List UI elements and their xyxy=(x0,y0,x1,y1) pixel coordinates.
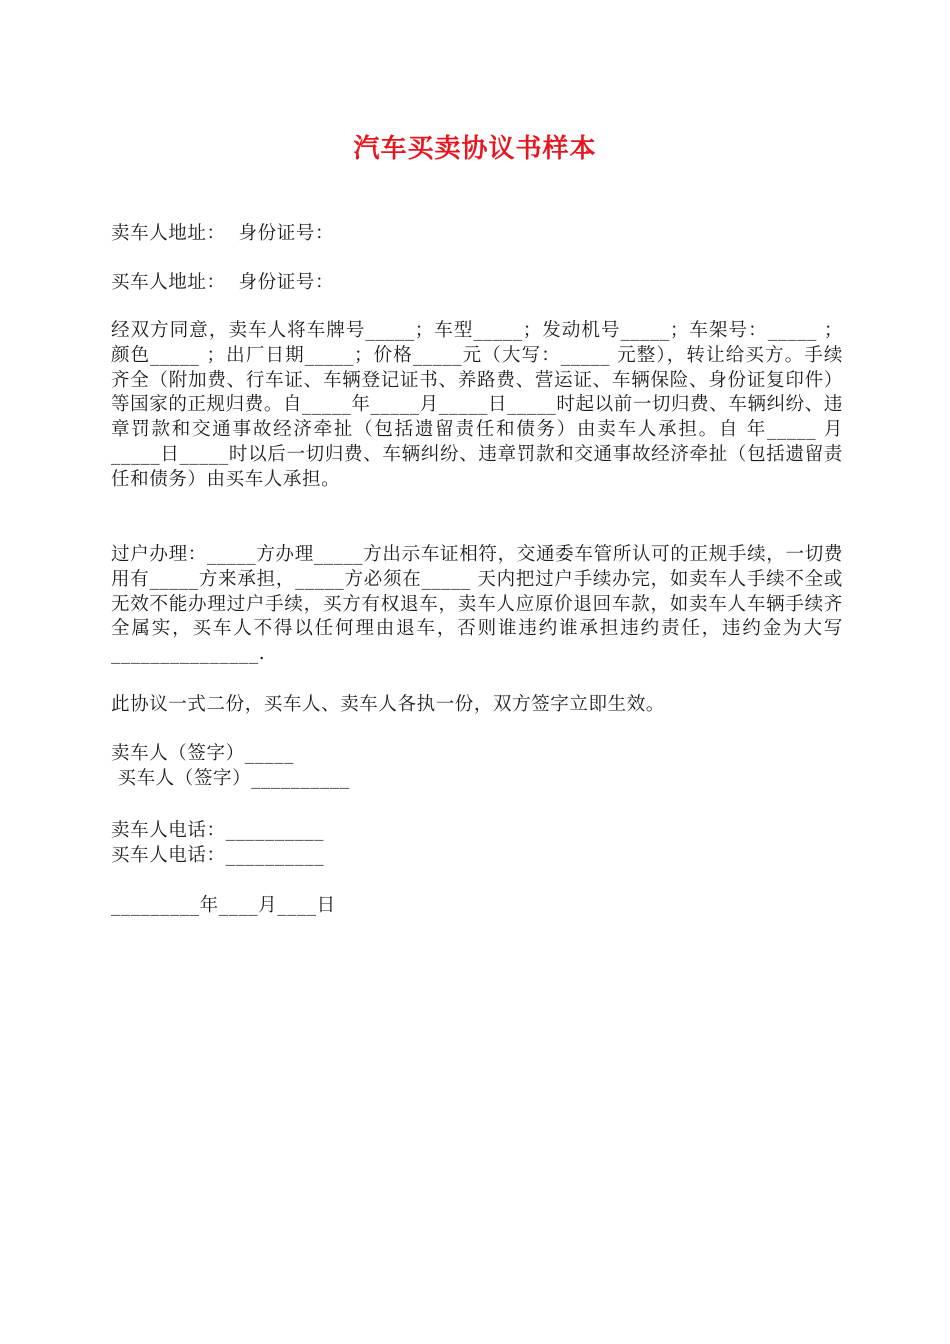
paragraph-copies: 此协议一式二份，买车人、卖车人各执一份，双方签字立即生效。 xyxy=(111,694,665,715)
paragraph-transfer: 过户办理：_____方办理_____方出示车证相符，交通委车管所认可的正规手续，一切费用有_____方来承担，_____方必须在_____ 天内把过户手续办完，如卖车人手续不全或无效不能办理过户手续，买方有权退车，卖车人应原价退回车款，如卖车人车辆手续齐全属实，买车人不得以任何理由退车，否则谁违约谁承担违约责任，违约金为大写_______________. xyxy=(111,544,843,665)
seller-address-line: 卖车人地址： 身份证号： xyxy=(111,223,335,244)
seller-phone-line: 卖车人电话：__________ xyxy=(111,820,325,841)
buyer-signature-line: 买车人（签字）__________ xyxy=(111,768,350,789)
buyer-phone-line: 买车人电话：__________ xyxy=(111,845,325,866)
seller-signature-line: 卖车人（签字）_____ xyxy=(111,743,294,764)
buyer-address-line: 买车人地址： 身份证号： xyxy=(111,272,335,293)
date-line: _________年____月____日 xyxy=(111,895,336,916)
document-title: 汽车买卖协议书样本 xyxy=(353,134,597,164)
paragraph-agreement: 经双方同意，卖车人将车牌号_____；车型_____；发动机号_____；车架号：_____ ；颜色_____ ；出厂日期_____；价格_____元（大写：_____ 元整），转让给买方。手续齐全（附加费、行车证、车辆登记证书、养路费、营运证、车辆保险、身份证复印件）等国家的正规归费。自_____年_____月_____日_____时起以前一切归费、车辆纠纷、违章罚款和交通事故经济牵扯（包括遗留责任和债务）由卖车人承担。自 年_____ 月_____日_____时以后一切归费、车辆纠纷、违章罚款和交通事故经济牵扯（包括遗留责任和债务）由买车人承担。 xyxy=(111,320,843,490)
